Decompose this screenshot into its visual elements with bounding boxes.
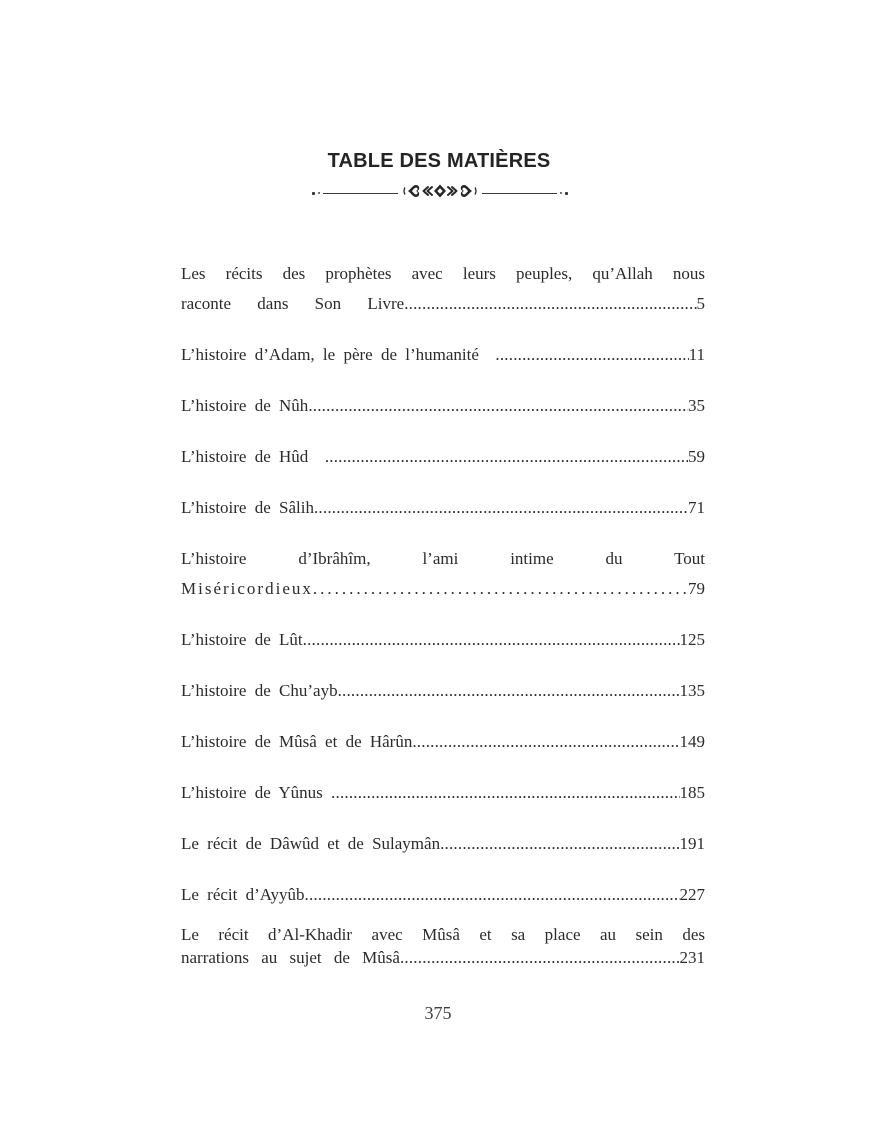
dot-leader xyxy=(440,829,679,859)
toc-entry-title: Le récit d’Ayyûb xyxy=(181,885,305,904)
toc-entry xyxy=(181,493,705,523)
dot-leader xyxy=(404,289,696,319)
divider-dot-icon xyxy=(318,192,320,194)
toc-entry-title: L’histoire de Nûh xyxy=(181,396,309,415)
toc-entry-title: L’histoire de Chu’ayb xyxy=(181,681,338,700)
toc-entry-line: Les récits des prophètes avec leurs peuples, qu’Allah nous xyxy=(181,264,705,283)
toc-entry xyxy=(181,778,705,808)
dot-leader xyxy=(308,391,688,421)
dot-leader xyxy=(495,340,688,370)
toc-entry-title: L’histoire de Yûnus xyxy=(181,783,332,802)
toc-entry-page: 135 xyxy=(679,681,705,700)
toc-entry-line: Le récit d’Al-Khadir avec Mûsâ et sa place au sein des xyxy=(181,925,705,944)
toc-entry xyxy=(181,676,705,706)
dot-leader xyxy=(331,778,679,808)
toc-entry-page: 5 xyxy=(696,294,705,313)
toc-entry-line: L’histoire d’Ibrâhîm, l’ami intime du Tout xyxy=(181,549,705,568)
divider-line xyxy=(482,193,557,194)
table-of-contents xyxy=(181,259,705,969)
toc-entry xyxy=(181,340,705,370)
toc-entry-page: 185 xyxy=(679,783,705,802)
toc-entry-page: 191 xyxy=(679,834,705,853)
divider-dot-icon xyxy=(312,192,315,195)
dot-leader xyxy=(313,574,688,604)
page-title: TABLE DES MATIÈRES xyxy=(327,150,551,172)
title-divider xyxy=(312,181,568,205)
toc-entry-page: 149 xyxy=(679,732,705,751)
toc-entry-title: Le récit de Dâwûd et de Sulaymân xyxy=(181,834,441,853)
toc-entry-page: 71 xyxy=(688,498,705,517)
toc-entry xyxy=(181,829,705,859)
toc-entry xyxy=(181,625,705,655)
toc-entry-page: 227 xyxy=(679,885,705,904)
toc-entry-page: 231 xyxy=(679,948,705,967)
divider-dot-icon xyxy=(565,192,568,195)
dot-leader xyxy=(305,880,680,910)
toc-entry-title: L’histoire de Sâlih xyxy=(181,498,314,517)
floral-ornament-icon xyxy=(401,180,479,207)
toc-entry-page: 11 xyxy=(688,345,705,364)
toc-entry-page: 125 xyxy=(679,630,705,649)
toc-entry-title: Miséricordieux xyxy=(181,579,313,598)
toc-entry xyxy=(181,544,705,604)
toc-entry-title: L’histoire de Lût xyxy=(181,630,303,649)
divider-line xyxy=(323,193,398,194)
dot-leader xyxy=(303,625,680,655)
toc-entry-title: L’histoire de Mûsâ et de Hârûn xyxy=(181,732,413,751)
toc-entry xyxy=(181,259,705,319)
toc-entry xyxy=(181,442,705,472)
toc-entry-page: 79 xyxy=(688,579,705,598)
dot-leader xyxy=(338,676,680,706)
toc-entry xyxy=(181,880,705,910)
dot-leader xyxy=(325,442,688,472)
toc-entry-title: L’histoire d’Adam, le père de l’humanité xyxy=(181,345,496,364)
toc-entry-title: narrations au sujet de Mûsâ xyxy=(181,948,400,967)
toc-entry xyxy=(181,727,705,757)
divider-dot-icon xyxy=(560,192,562,194)
dot-leader xyxy=(412,727,679,757)
dot-leader xyxy=(400,946,680,969)
footer-page-number: 375 xyxy=(424,1003,452,1023)
toc-entry xyxy=(181,391,705,421)
toc-entry-page: 59 xyxy=(688,447,705,466)
dot-leader xyxy=(314,493,688,523)
toc-entry-page: 35 xyxy=(688,396,705,415)
toc-entry xyxy=(181,923,705,969)
toc-entry-title: L’histoire de Hûd xyxy=(181,447,325,466)
toc-entry-title: raconte dans Son Livre xyxy=(181,294,405,313)
